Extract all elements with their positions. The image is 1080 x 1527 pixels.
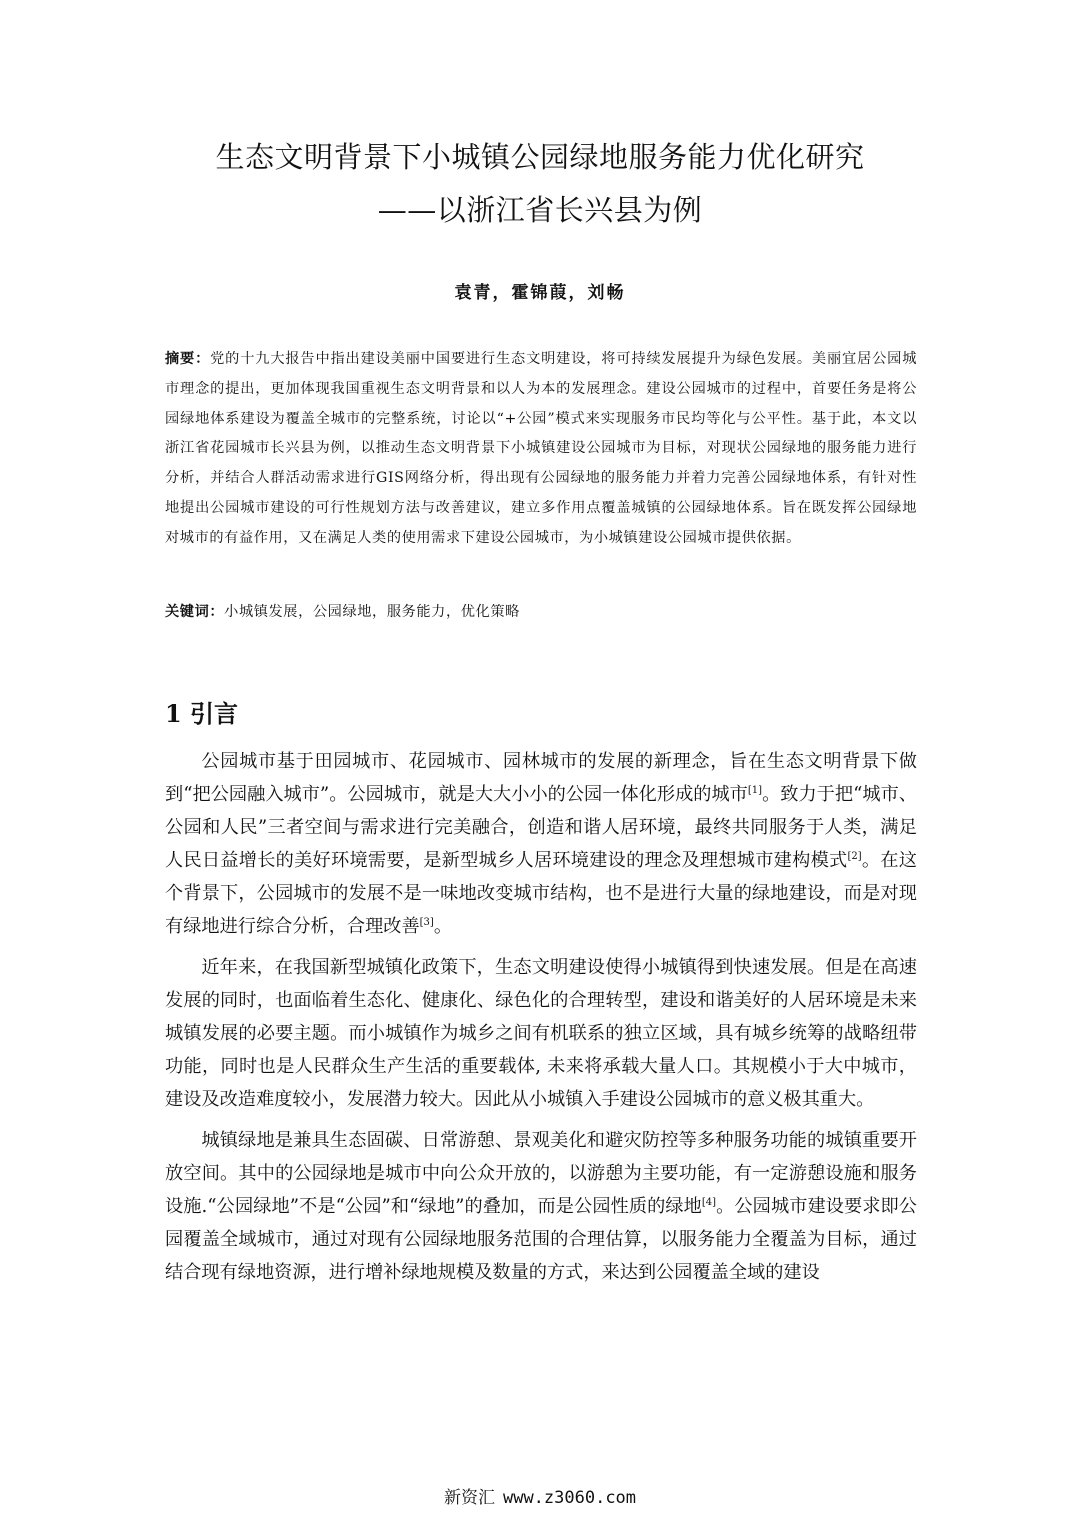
citation-ref: [2] xyxy=(847,851,862,862)
abstract-label: 摘要： xyxy=(165,351,211,367)
keywords xyxy=(165,597,917,627)
section-heading: 1 引言 xyxy=(165,699,239,728)
paper-subtitle: ——以浙江省长兴县为例 xyxy=(377,193,703,227)
paragraph-text: 。致力于把“城市、公园和人民”三者空间与需求进行完美融合，创造和谐人居环境，最终共同服务于人类，满足人民日益增长的美好环境需要，是新型城乡人居环境建设的理念及理想城市建构模式 xyxy=(165,784,917,871)
citation-ref: [3] xyxy=(419,917,434,928)
author-list: 袁青，霍锦葭，刘畅 xyxy=(454,283,626,303)
footer-watermark xyxy=(0,1483,1080,1508)
paragraph-text: 城镇绿地是兼具生态固碳、日常游憩、景观美化和避灾防控等多种服务功能的城镇重要开放空间。其中的公园绿地是城市中向公众开放的，以游憩为主要功能，有一定游憩设施和服务设施.“公园绿地”不是“公园”和“绿地”的叠加，而是公园性质的绿地 xyxy=(165,1130,917,1217)
keywords-text: 小城镇发展，公园绿地，服务能力，优化策略 xyxy=(224,604,520,620)
footer-site-name: 新资汇 xyxy=(443,1488,495,1508)
paragraph: 近年来，在我国新型城镇化政策下，生态文明建设使得小城镇得到快速发展。但是在高速发展的同时，也面临着生态化、健康化、绿色化的合理转型，建设和谐美好的人居环境是未来城镇发展的必要主题。而小城镇作为城乡之间有机联系的独立区域，具有城乡统筹的战略纽带功能，同时也是人民群众生产生活的重要载体, 未来将承载大量人口。其规模小于大中城市，建设及改造难度较小，发展潜力较大。因此从小城镇入手建设公园城市的意义极其重大。 xyxy=(165,957,917,1110)
body-text xyxy=(165,745,917,1297)
paragraph-text: 。公园城市建设要求即公园覆盖全域城市，通过对现有公园绿地服务范围的合理估算，以服务能力全覆盖为目标，通过结合现有绿地资源，进行增补绿地规模及数量的方式，来达到公园覆盖全域的建设 xyxy=(165,1196,917,1283)
paper-title: 生态文明背景下小城镇公园绿地服务能力优化研究 xyxy=(215,140,865,174)
abstract xyxy=(165,345,917,554)
citation-ref: [4] xyxy=(701,1197,717,1208)
paragraph xyxy=(165,1124,917,1289)
paragraph-text: 公园城市基于田园城市、花园城市、园林城市的发展的新理念，旨在生态文明背景下做到“把公园融入城市”。公园城市，就是大大小小的公园一体化形成的城市 xyxy=(165,751,917,805)
citation-ref: [1] xyxy=(747,785,763,796)
paragraph-text: 。 xyxy=(433,916,453,937)
footer-url: www.z3060.com xyxy=(502,1488,637,1508)
paragraph-text: 。在这个背景下，公园城市的发展不是一味地改变城市结构，也不是进行大量的绿地建设，而是对现有绿地进行综合分析，合理改善 xyxy=(165,850,917,937)
keywords-label: 关键词： xyxy=(165,604,225,620)
abstract-text: 党的十九大报告中指出建设美丽中国要进行生态文明建设，将可持续发展提升为绿色发展。美丽宜居公园城市理念的提出，更加体现我国重视生态文明背景和以人为本的发展理念。建设公园城市的过程中，首要任务是将公园绿地体系建设为覆盖全城市的完整系统，讨论以“+公园”模式来实现服务市民均等化与公平性。基于此，本文以浙江省花园城市长兴县为例，以推动生态文明背景下小城镇建设公园城市为目标，对现状公园绿地的服务能力进行分析，并结合人群活动需求进行GIS网络分析，得出现有公园绿地的服务能力并着力完善公园绿地体系，有针对性地提出公园城市建设的可行性规划方法与改善建议，建立多作用点覆盖城镇的公园绿地体系。旨在既发挥公园绿地对城市的有益作用，又在满足人类的使用需求下建设公园城市，为小城镇建设公园城市提供依据。 xyxy=(165,351,917,546)
paragraph xyxy=(165,745,917,943)
